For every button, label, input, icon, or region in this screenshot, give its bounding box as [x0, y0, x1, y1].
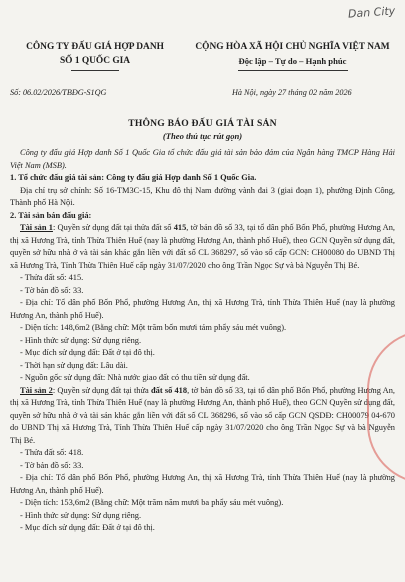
- asset-2-desc-a: : Quyền sử dụng đất tại thửa: [52, 385, 151, 395]
- national-motto: Độc lập – Tự do – Hạnh phúc: [238, 56, 347, 66]
- asset-2-item: - Diện tích: 153,6m2 (Bằng chữ: Một trăm năm mươi ba phẩy sáu mét vuông).: [20, 498, 284, 507]
- asset-2-item: - Địa chỉ: Tổ dân phố Bốn Phổ, phường Hương An, thị xã Hương Trà, tỉnh Thừa Thiên Huế (nay là phường Hương An, thành phố Huế).: [10, 473, 395, 495]
- section-1-address: Địa chỉ trụ sở chính: Số 16-TM3C-15, Khu đô thị Nam đường vành đai 3 (giai đoạn 1), phường Định Công, Thành phố Hà Nội.: [10, 185, 395, 207]
- asset-1-item: - Thời hạn sử dụng đất: Lâu dài.: [20, 360, 128, 370]
- asset-1-item: - Mục đích sử dụng đất: Đất ở tại đô thị.: [20, 348, 155, 357]
- asset-2-item: - Mục đích sử dụng đất: Đất ở tại đô thị.: [20, 523, 155, 532]
- asset-1-item: - Địa chỉ: Tổ dân phố Bốn Phổ, phường Hương An, thị xã Hương Trà, tỉnh Thừa Thiên Huế (nay là phường Hương An, thành phố Huế).: [10, 298, 395, 320]
- asset-1-item: - Thửa đất số: 415.: [20, 273, 84, 282]
- org-underline: [71, 70, 119, 71]
- org-name-line2: SỐ 1 QUỐC GIA: [59, 56, 131, 66]
- document-date: Hà Nội, ngày 27 tháng 02 năm 2026: [232, 88, 352, 97]
- asset-1-description: [10, 222, 395, 272]
- asset-1-label: Tài sản 1: [20, 223, 53, 232]
- asset-1-item: - Tờ bản đồ số: 33.: [20, 285, 84, 295]
- asset-1-item: - Nguồn gốc sử dụng đất: Nhà nước giao đất có thu tiền sử dụng đất.: [20, 373, 250, 382]
- asset-2-item: - Hình thức sử dụng: Sử dụng riêng.: [20, 510, 142, 520]
- intro-paragraph: Công ty đấu giá Hợp danh Số 1 Quốc Gia tổ chức đấu giá tài sản bảo đảm của Ngân hàng TMCP Hàng Hải Việt Nam (MSB).: [10, 148, 395, 170]
- asset-1-parcel: 415: [173, 223, 187, 232]
- asset-2-item: - Tờ bản đồ số: 33.: [20, 460, 84, 470]
- document-body: [10, 147, 395, 535]
- handwritten-note: Dan City: [347, 4, 396, 21]
- asset-2-item: - Thửa đất số: 418.: [20, 448, 84, 457]
- section-2-heading: 2. Tài sản bán đấu giá:: [10, 210, 92, 220]
- document-subtitle: (Theo thủ tục rút gọn): [162, 131, 243, 141]
- asset-2-desc-b: , tờ bản đồ số 33, tại tổ dân phố Bốn Phổ, phường Hương An, thị xã Hương Trà, tỉnh Thừa Thiên Huế (nay là phường Hương An, thành phố Huế), theo GCN Quyền sử dụng đất, quyền sở hữu nhà ở và tài sản khác gắn liền với đất số CL 368296, số vào sổ cấp GCN QSDĐ: CH00079 04-670 do UBND Thị xã Hương Trà, Tỉnh Thừa Thiên Huế cấp ngày 31/07/2020 cho ông Trần Ngọc Sự và bà Nguyễn Thị Bé.: [10, 385, 395, 445]
- asset-1-item: - Diện tích: 148,6m2 (Bằng chữ: Một trăm bốn mươi tám phẩy sáu mét vuông).: [20, 323, 287, 332]
- document-number: Số: 06.02/2026/TBĐG-S1QG: [10, 88, 107, 97]
- asset-2-parcel: đất số 418: [150, 385, 188, 395]
- asset-2-label: Tài sản 2: [20, 385, 53, 395]
- document-title: THÔNG BÁO ĐẤU GIÁ TÀI SẢN: [128, 118, 277, 129]
- asset-2-description: [10, 385, 395, 448]
- organization-block: [10, 40, 180, 71]
- org-name-line1: CÔNG TY ĐẤU GIÁ HỢP DANH: [26, 42, 164, 52]
- asset-1-desc-b: , tờ bản đồ số 33, tại tổ dân phố Bốn Phổ, phường Hương An, thị xã Hương Trà, tỉnh Thừa Thiên Huế (nay là phường Hương An, thành phố Huế), theo GCN Quyền sử dụng đất, quyền sở hữu nhà ở và tài sản khác gắn liền với đất số CL 368297, số vào sổ cấp GCN: CH00080 do UBND Thị xã Hương Trà, Tỉnh Thừa Thiên Huế cấp ngày 31/07/2020 cho ông Trần Ngọc Sự và bà Nguyễn Thị Bé.: [10, 223, 395, 270]
- section-1-heading: 1. Tổ chức đấu giá tài sản: Công ty đấu giá Hợp danh Số 1 Quốc Gia.: [10, 173, 257, 182]
- country-name: CỘNG HÒA XÃ HỘI CHỦ NGHĨA VIỆT NAM: [195, 42, 390, 52]
- asset-1-item: - Hình thức sử dụng: Sử dụng riêng.: [20, 335, 142, 345]
- asset-1-desc-a: : Quyền sử dụng đất tại thửa đất số: [52, 223, 174, 232]
- national-header-block: [190, 40, 395, 71]
- motto-underline: [238, 70, 348, 71]
